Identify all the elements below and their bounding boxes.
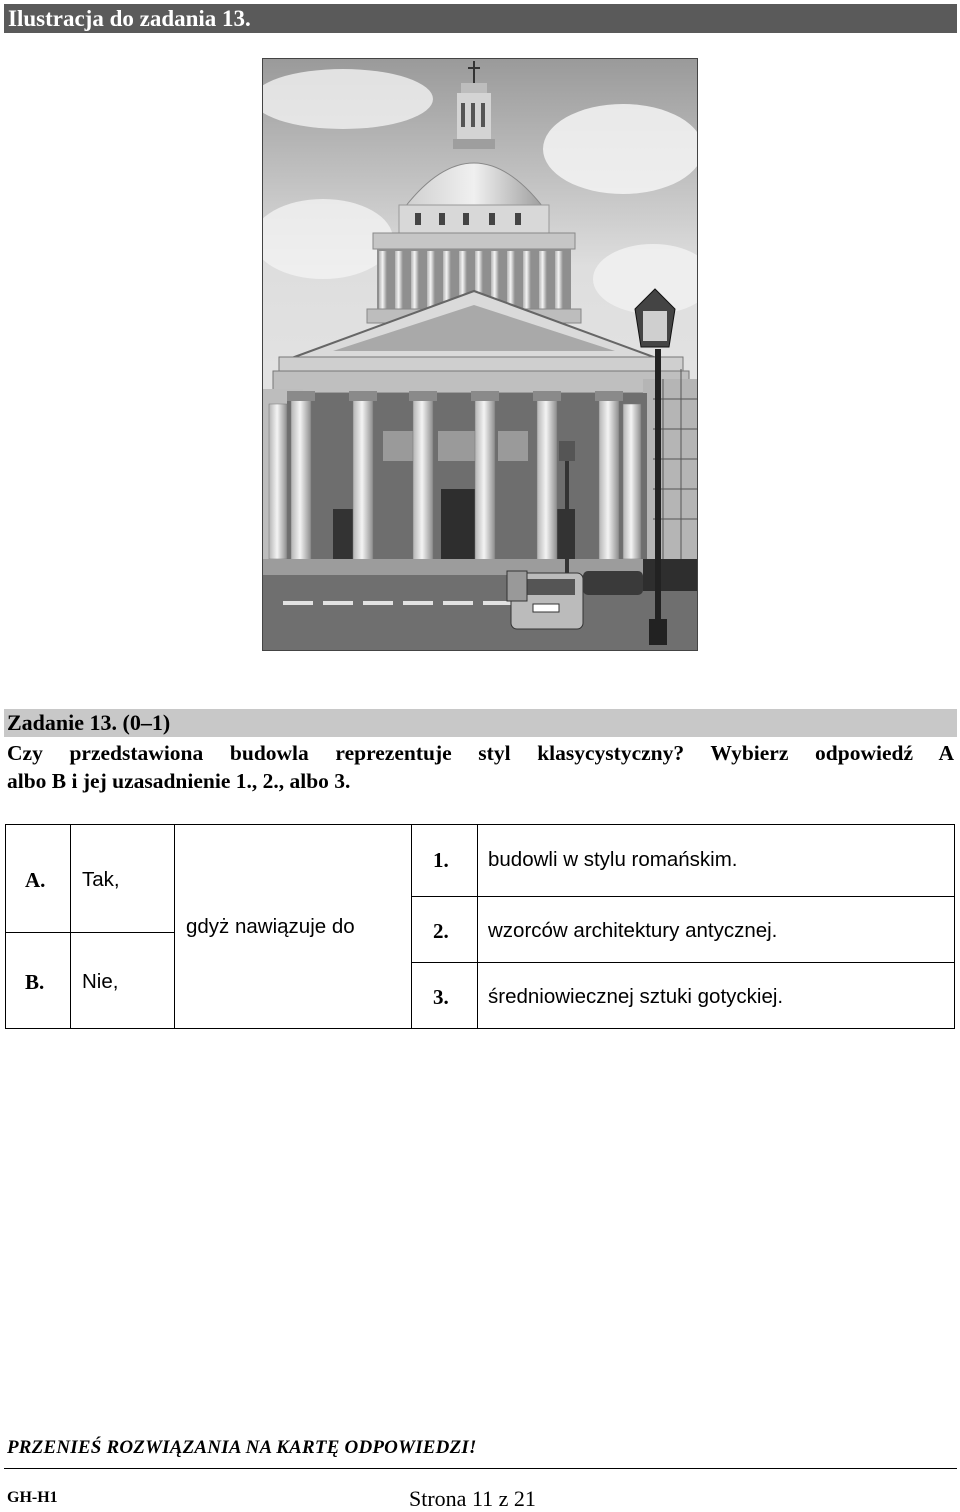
- task-title: Zadanie 13. (0–1): [4, 709, 957, 737]
- footer-divider: [4, 1468, 957, 1469]
- reason-text: wzorców architektury antycznej.: [488, 919, 778, 942]
- task-question: [7, 739, 954, 795]
- table-border-left: [5, 824, 6, 1029]
- exam-code: GH-H1: [7, 1489, 58, 1506]
- answer-table: [5, 824, 955, 1029]
- reason-number: 2.: [433, 919, 449, 943]
- question-line-1: Czy przedstawiona budowla reprezentuje styl klasycystyczny? Wybierz odpowiedź A: [7, 741, 954, 765]
- table-divider: [477, 824, 478, 1029]
- connector-text: gdyż nawiązuje do: [186, 915, 355, 938]
- table-divider: [411, 962, 955, 963]
- transfer-answers-note: PRZENIEŚ ROZWIĄZANIA NA KARTĘ ODPOWIEDZI!: [7, 1437, 477, 1458]
- question-line-2: albo B i jej uzasadnienie 1., 2., albo 3.: [7, 769, 351, 793]
- table-divider: [411, 824, 412, 1029]
- option-text: Nie,: [82, 970, 119, 993]
- reason-number: 3.: [433, 985, 449, 1009]
- page-number: Strona 11 z 21: [409, 1486, 536, 1511]
- table-border-right: [954, 824, 955, 1029]
- illustration-header: Ilustracja do zadania 13.: [4, 4, 957, 33]
- reason-text: budowli w stylu romańskim.: [488, 848, 738, 871]
- option-letter: B.: [25, 970, 45, 994]
- table-border-top: [5, 824, 955, 825]
- option-letter: A.: [25, 868, 46, 892]
- table-divider: [5, 932, 175, 933]
- reason-number: 1.: [433, 848, 449, 872]
- option-text: Tak,: [82, 868, 120, 891]
- table-divider: [411, 896, 955, 897]
- table-border-bottom: [5, 1028, 955, 1029]
- table-divider: [174, 824, 175, 1029]
- table-divider: [70, 824, 71, 1029]
- reason-text: średniowiecznej sztuki gotyckiej.: [488, 985, 784, 1008]
- building-photo: [262, 58, 698, 651]
